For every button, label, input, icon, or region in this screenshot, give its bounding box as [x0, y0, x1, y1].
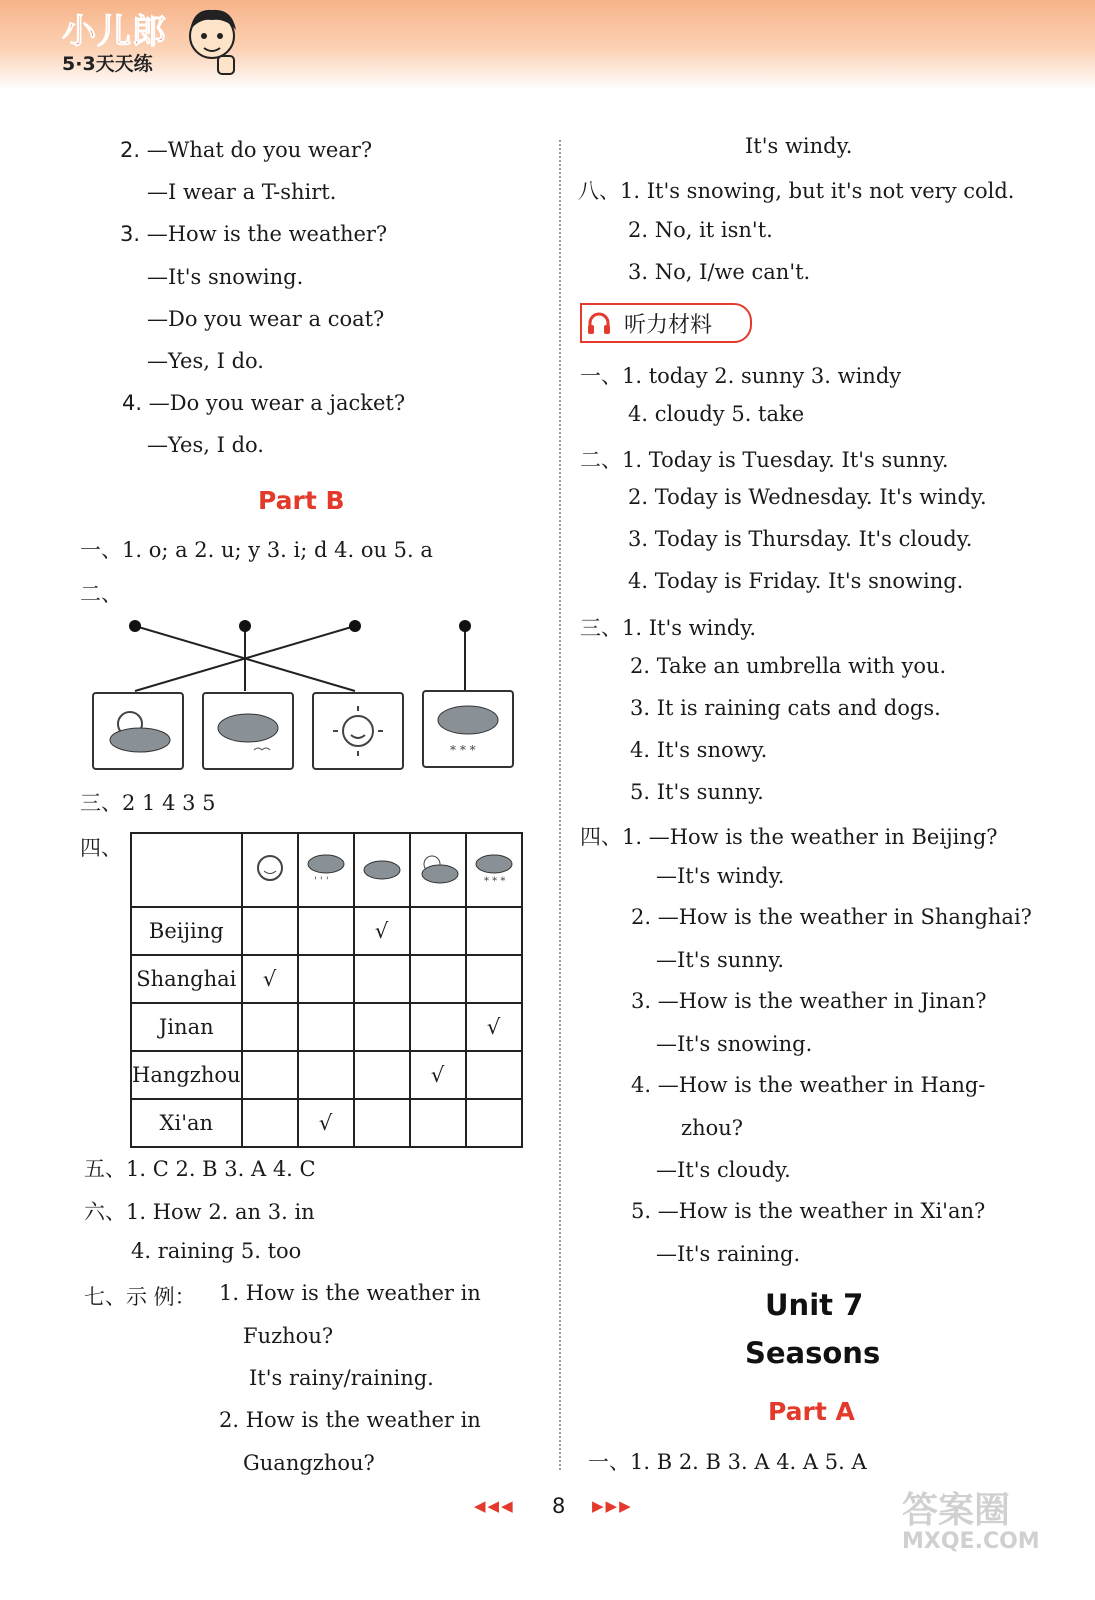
- partly-cloudy-icon: [414, 846, 462, 890]
- listen-4c: 2. —How is the weather in Shanghai?: [631, 905, 1032, 929]
- listen-1b: 4. cloudy 5. take: [628, 402, 805, 426]
- prev-arrows-icon: ◀◀◀: [474, 1497, 515, 1515]
- listen-4h: zhou?: [681, 1116, 744, 1140]
- listening-material-label: 听力材料: [624, 313, 713, 338]
- section-8-line-3: 3. No, I/we can't.: [628, 260, 811, 284]
- part-b-section-6a: 六、1. How 2. an 3. in: [84, 1200, 315, 1224]
- listen-2d: 4. Today is Friday. It's snowing.: [628, 569, 964, 593]
- check-cell: [410, 1099, 466, 1147]
- check-cell: [410, 907, 466, 955]
- city-cell: Beijing: [131, 907, 242, 955]
- table-header-snowy: [466, 833, 522, 907]
- svg-text:' ' ': ' ' ': [313, 875, 329, 887]
- check-cell: [410, 955, 466, 1003]
- check-cell: √: [242, 955, 298, 1003]
- snow-cloud-icon: [472, 846, 516, 890]
- column-divider: [559, 140, 561, 1470]
- left-line-8: —Yes, I do.: [147, 433, 264, 457]
- check-cell: [354, 1003, 410, 1051]
- section-8-line-1: 八、1. It's snowing, but it's not very cold.: [578, 179, 1015, 203]
- unit-title: Seasons: [745, 1336, 881, 1370]
- part-b-section-7-1b: Fuzhou?: [243, 1324, 334, 1348]
- windy-cloud-card: [202, 692, 294, 770]
- section-8-line-2: 2. No, it isn't.: [628, 218, 773, 242]
- svg-text:* * *: * * *: [483, 875, 505, 887]
- check-cell: [298, 907, 354, 955]
- page-number: 8: [552, 1494, 566, 1518]
- check-cell: [298, 1051, 354, 1099]
- check-cell: [242, 1051, 298, 1099]
- watermark-url: MXQE.COM: [902, 1529, 1040, 1554]
- left-line-2: —I wear a T-shirt.: [147, 180, 337, 204]
- page-header: [0, 0, 1095, 90]
- partly-cloudy-card: [92, 692, 184, 770]
- listen-4i: —It's cloudy.: [656, 1158, 791, 1182]
- check-cell: √: [354, 907, 410, 955]
- city-cell: Shanghai: [131, 955, 242, 1003]
- listen-4d: —It's sunny.: [656, 948, 785, 972]
- listen-4g: 4. —How is the weather in Hang-: [631, 1073, 986, 1097]
- check-cell: [354, 955, 410, 1003]
- check-cell: [298, 955, 354, 1003]
- listening-material-tag: [580, 303, 752, 343]
- left-line-1: 2. —What do you wear?: [120, 138, 373, 162]
- listen-4b: —It's windy.: [656, 864, 785, 888]
- sun-icon: [248, 846, 292, 890]
- watermark: [902, 1482, 1040, 1554]
- listen-3c: 3. It is raining cats and dogs.: [630, 696, 941, 720]
- part-b-section-7-1c: It's rainy/raining.: [249, 1366, 434, 1390]
- left-line-7: 4. —Do you wear a jacket?: [122, 391, 406, 415]
- check-cell: √: [298, 1099, 354, 1147]
- table-row: [131, 955, 522, 1003]
- series-name: 5·3天天练: [62, 53, 153, 75]
- listen-4a: 四、1. —How is the weather in Beijing?: [580, 825, 998, 849]
- brand-name: 小儿郎: [62, 12, 167, 52]
- cloud-icon: [360, 846, 404, 890]
- svg-text:* * *: * * *: [450, 743, 476, 757]
- table-row: [131, 1051, 522, 1099]
- check-cell: [298, 1003, 354, 1051]
- listen-3d: 4. It's snowy.: [630, 738, 768, 762]
- check-cell: [410, 1003, 466, 1051]
- brand-logo: [62, 4, 167, 76]
- table-row: [131, 1099, 522, 1147]
- match-dot: [459, 620, 471, 632]
- check-cell: [466, 1099, 522, 1147]
- listen-4f: —It's snowing.: [656, 1032, 813, 1056]
- part-b-section-7-2: 2. How is the weather in: [219, 1408, 481, 1432]
- check-cell: [466, 1051, 522, 1099]
- part-b-section-1: 一、1. o; a 2. u; y 3. i; d 4. ou 5. a: [80, 538, 433, 562]
- city-cell: Hangzhou: [131, 1051, 242, 1099]
- part-b-section-2: 二、: [80, 582, 122, 606]
- check-cell: [242, 1003, 298, 1051]
- part-b-section-4: 四、: [80, 836, 122, 860]
- table-row: [131, 1003, 522, 1051]
- part-a-section-1: 一、1. B 2. B 3. A 4. A 5. A: [588, 1450, 867, 1474]
- table-corner: [131, 833, 242, 907]
- listen-2b: 2. Today is Wednesday. It's windy.: [628, 485, 987, 509]
- table-row: [131, 907, 522, 955]
- match-dot: [239, 620, 251, 632]
- left-line-3: 3. —How is the weather?: [120, 222, 388, 246]
- headphones-icon: [586, 311, 612, 335]
- part-b-section-7-label: 七、示 例：: [84, 1285, 196, 1309]
- rain-cloud-icon: [304, 846, 348, 890]
- check-cell: √: [410, 1051, 466, 1099]
- table-header-rainy: [298, 833, 354, 907]
- check-cell: [242, 907, 298, 955]
- snowy-card: [422, 690, 514, 768]
- listen-2c: 3. Today is Thursday. It's cloudy.: [628, 527, 973, 551]
- check-cell: [242, 1099, 298, 1147]
- snowy-cloud-icon: [424, 692, 512, 766]
- listen-1a: 一、1. today 2. sunny 3. windy: [580, 364, 902, 388]
- windy-cloud-icon: [204, 694, 292, 768]
- next-arrows-icon: ▶▶▶: [592, 1497, 633, 1515]
- left-line-5: —Do you wear a coat?: [147, 307, 385, 331]
- unit-number: Unit 7: [765, 1288, 864, 1322]
- check-cell: [354, 1051, 410, 1099]
- listen-4k: —It's raining.: [656, 1242, 801, 1266]
- listen-4j: 5. —How is the weather in Xi'an?: [631, 1199, 986, 1223]
- part-b-section-3: 三、2 1 4 3 5: [80, 791, 216, 815]
- table-header-row: [131, 833, 522, 907]
- check-cell: [354, 1099, 410, 1147]
- part-b-section-5: 五、1. C 2. B 3. A 4. C: [84, 1157, 316, 1181]
- listen-4e: 3. —How is the weather in Jinan?: [631, 989, 987, 1013]
- table-header-partly-cloudy: [410, 833, 466, 907]
- part-b-section-7-1: 1. How is the weather in: [219, 1281, 481, 1305]
- partly-cloudy-icon: [94, 694, 182, 768]
- part-a-title: Part A: [768, 1397, 855, 1426]
- part-b-section-6b: 4. raining 5. too: [131, 1239, 302, 1263]
- listen-3e: 5. It's sunny.: [630, 780, 764, 804]
- left-line-4: —It's snowing.: [147, 265, 304, 289]
- sunny-card: [312, 692, 404, 770]
- table-header-sunny: [242, 833, 298, 907]
- city-cell: Xi'an: [131, 1099, 242, 1147]
- left-line-6: —Yes, I do.: [147, 349, 264, 373]
- table-header-cloudy: [354, 833, 410, 907]
- right-top-line: It's windy.: [745, 134, 853, 158]
- check-cell: [466, 907, 522, 955]
- city-cell: Jinan: [131, 1003, 242, 1051]
- mascot-icon: [182, 4, 242, 80]
- part-b-title: Part B: [258, 486, 345, 515]
- check-cell: [466, 955, 522, 1003]
- part-b-section-7-2b: Guangzhou?: [243, 1451, 375, 1475]
- match-dot: [349, 620, 361, 632]
- match-dot: [129, 620, 141, 632]
- watermark-cn: 答案圈: [902, 1490, 1011, 1531]
- listen-3b: 2. Take an umbrella with you.: [630, 654, 947, 678]
- listen-3a: 三、1. It's windy.: [580, 616, 757, 640]
- check-cell: √: [466, 1003, 522, 1051]
- listen-2a: 二、1. Today is Tuesday. It's sunny.: [580, 448, 949, 472]
- sun-icon: [314, 694, 402, 768]
- weather-table: [130, 832, 523, 1148]
